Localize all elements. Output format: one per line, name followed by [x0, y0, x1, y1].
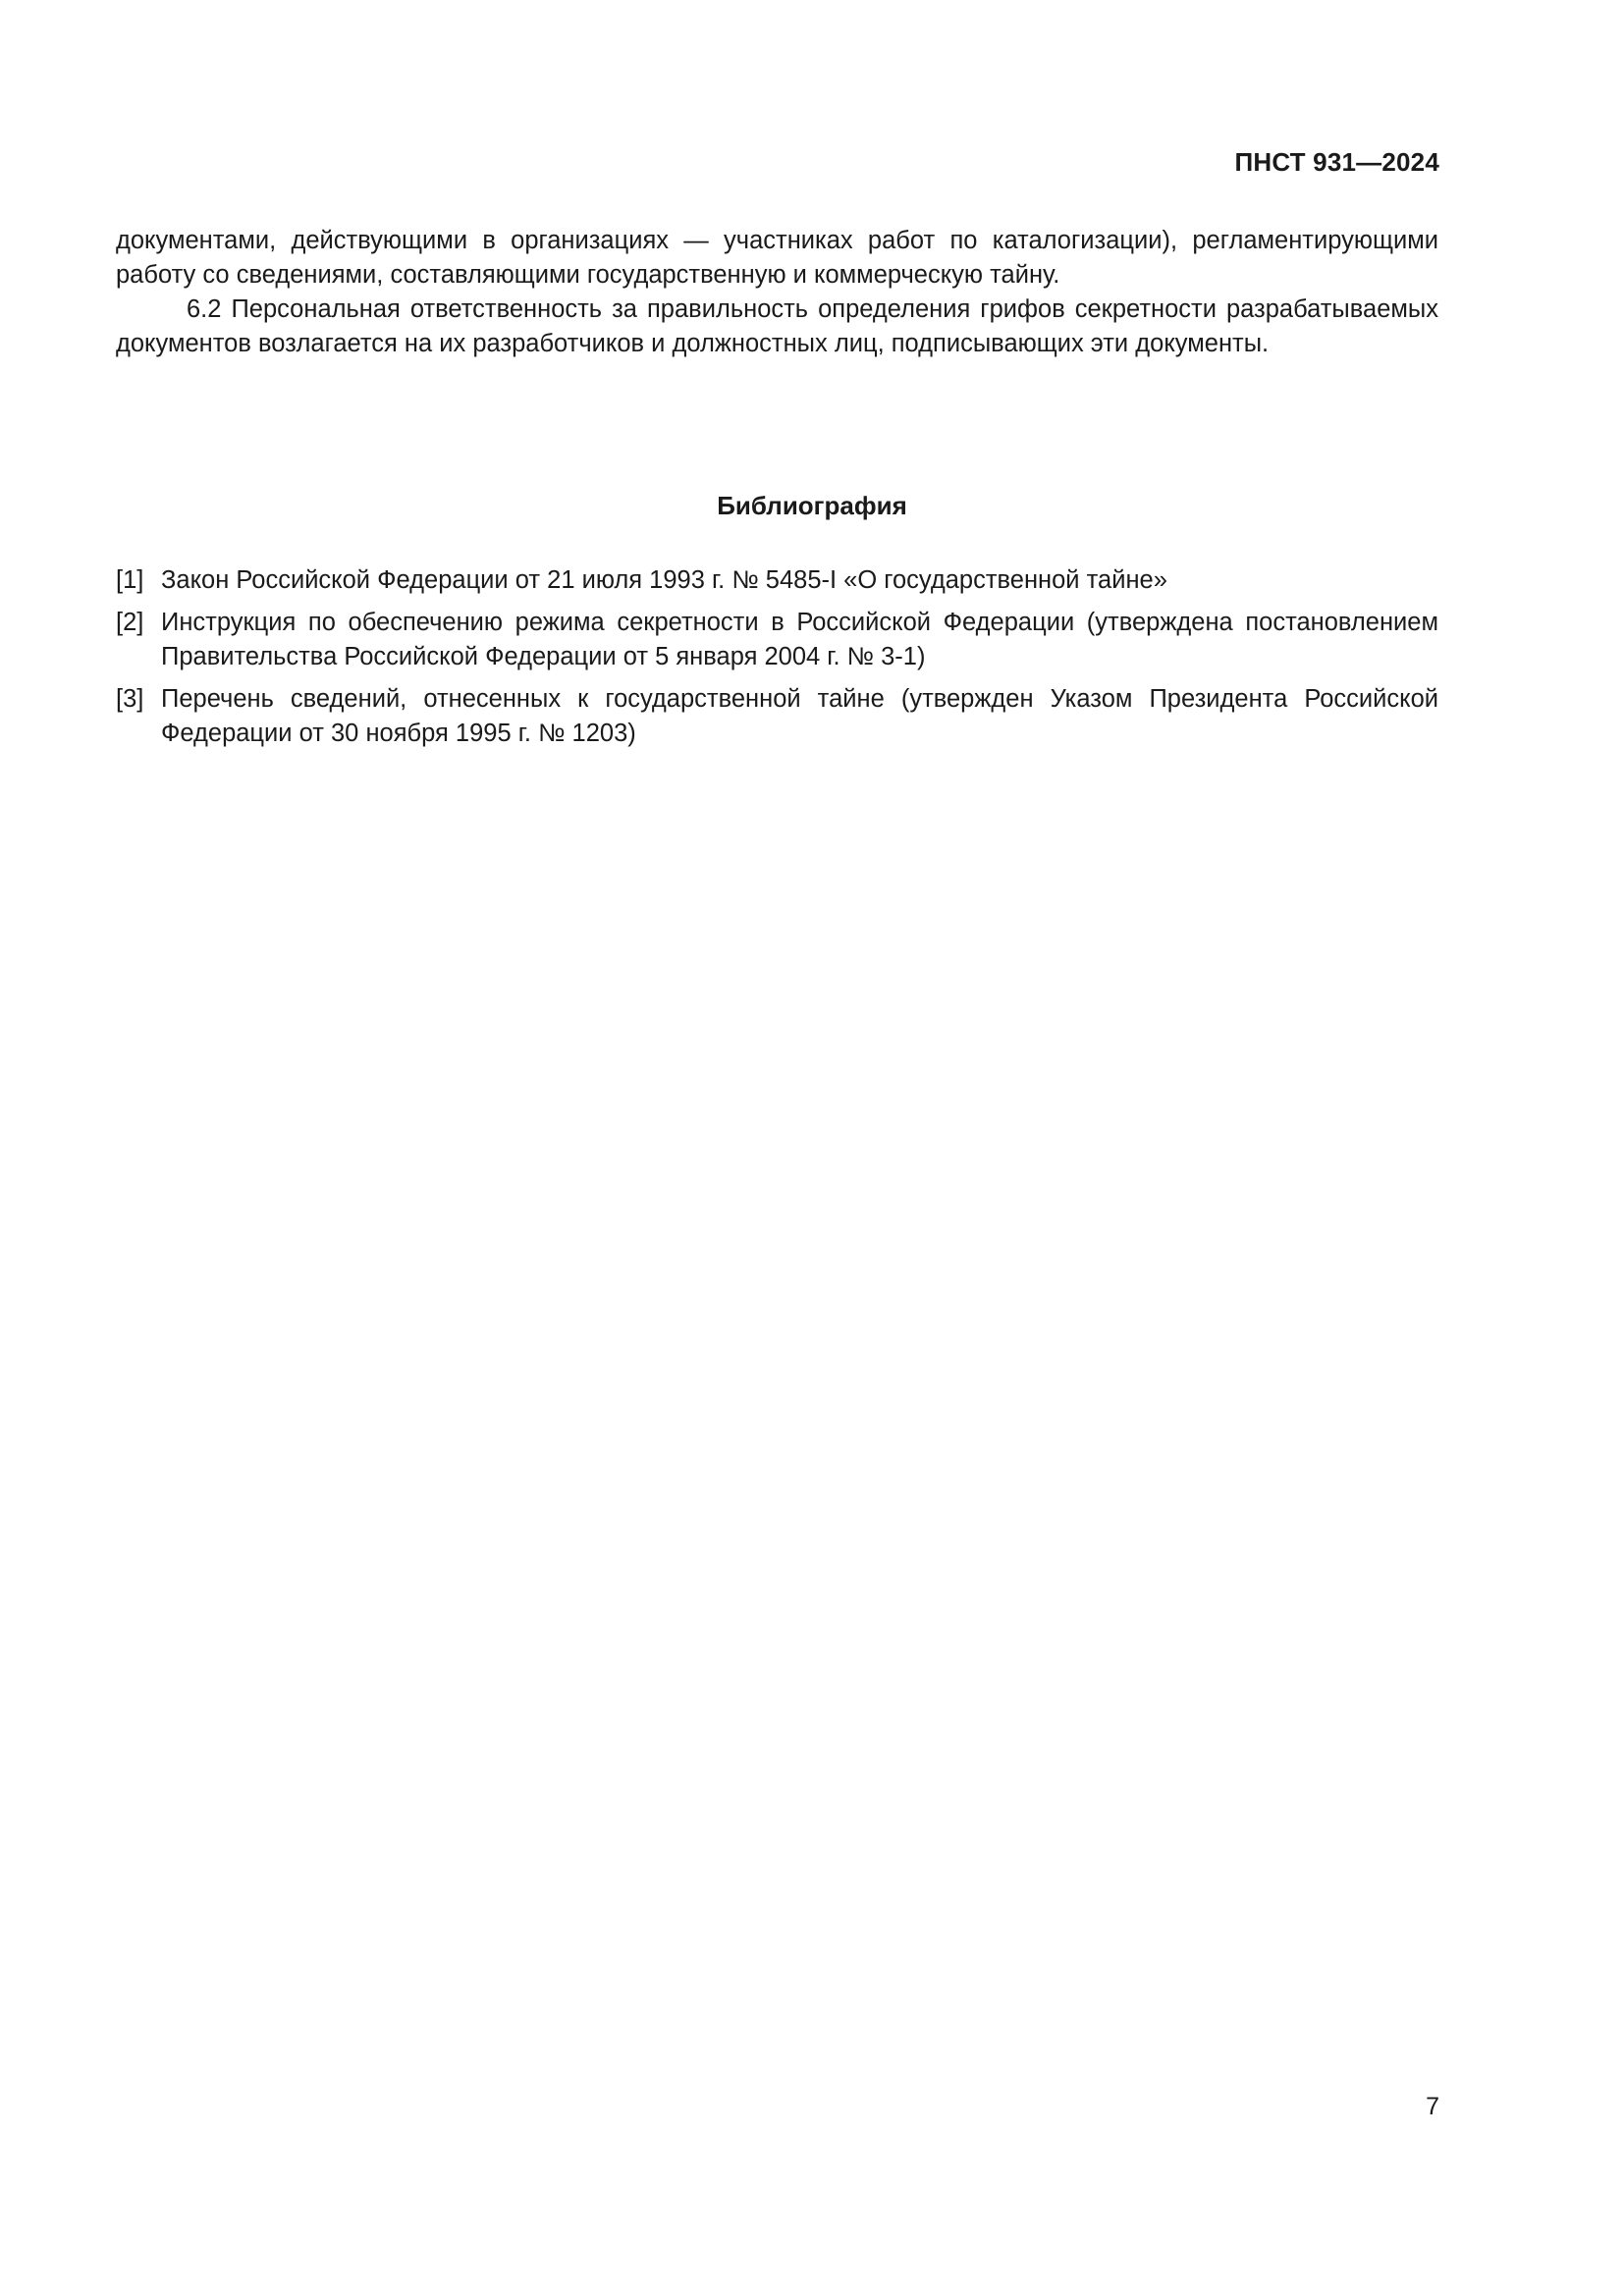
- bibliography-title: Библиография: [717, 491, 907, 520]
- bibliography-item: [116, 563, 1438, 598]
- page-number: 7: [1426, 2093, 1439, 2120]
- bibliography-list: [116, 563, 1438, 759]
- bibliography-item: [116, 682, 1438, 751]
- bibliography-item: [116, 606, 1438, 674]
- paragraph-continuation: документами, действующими в организациях — участниках работ по каталогизации), регламентирующими работу со сведениями, составляющими государственную и коммерческую тайну.: [116, 227, 1438, 289]
- bibliography-item-text: Закон Российской Федерации от 21 июля 1993 г. № 5485-I «О государственной тайне»: [161, 566, 1167, 594]
- bibliography-item-number: [2]: [116, 609, 144, 636]
- bibliography-item-text: Инструкция по обеспечению режима секретности в Российской Федерации (утверждена постановлением Правительства Российской Федерации от 5 января 2004 г. № 3-1): [161, 609, 1438, 670]
- bibliography-item-text: Перечень сведений, отнесенных к государственной тайне (утвержден Указом Президента Российской Федерации от 30 ноября 1995 г. № 1203): [161, 685, 1438, 747]
- document-code: ПНСТ 931—2024: [1234, 147, 1439, 177]
- paragraph-6-2: 6.2 Персональная ответственность за правильность определения грифов секретности разрабатываемых документов возлагается на их разработчиков и должностных лиц, подписывающих эти документы.: [116, 295, 1438, 357]
- bibliography-item-number: [1]: [116, 566, 144, 594]
- body-text: [116, 224, 1438, 361]
- bibliography-item-number: [3]: [116, 685, 144, 713]
